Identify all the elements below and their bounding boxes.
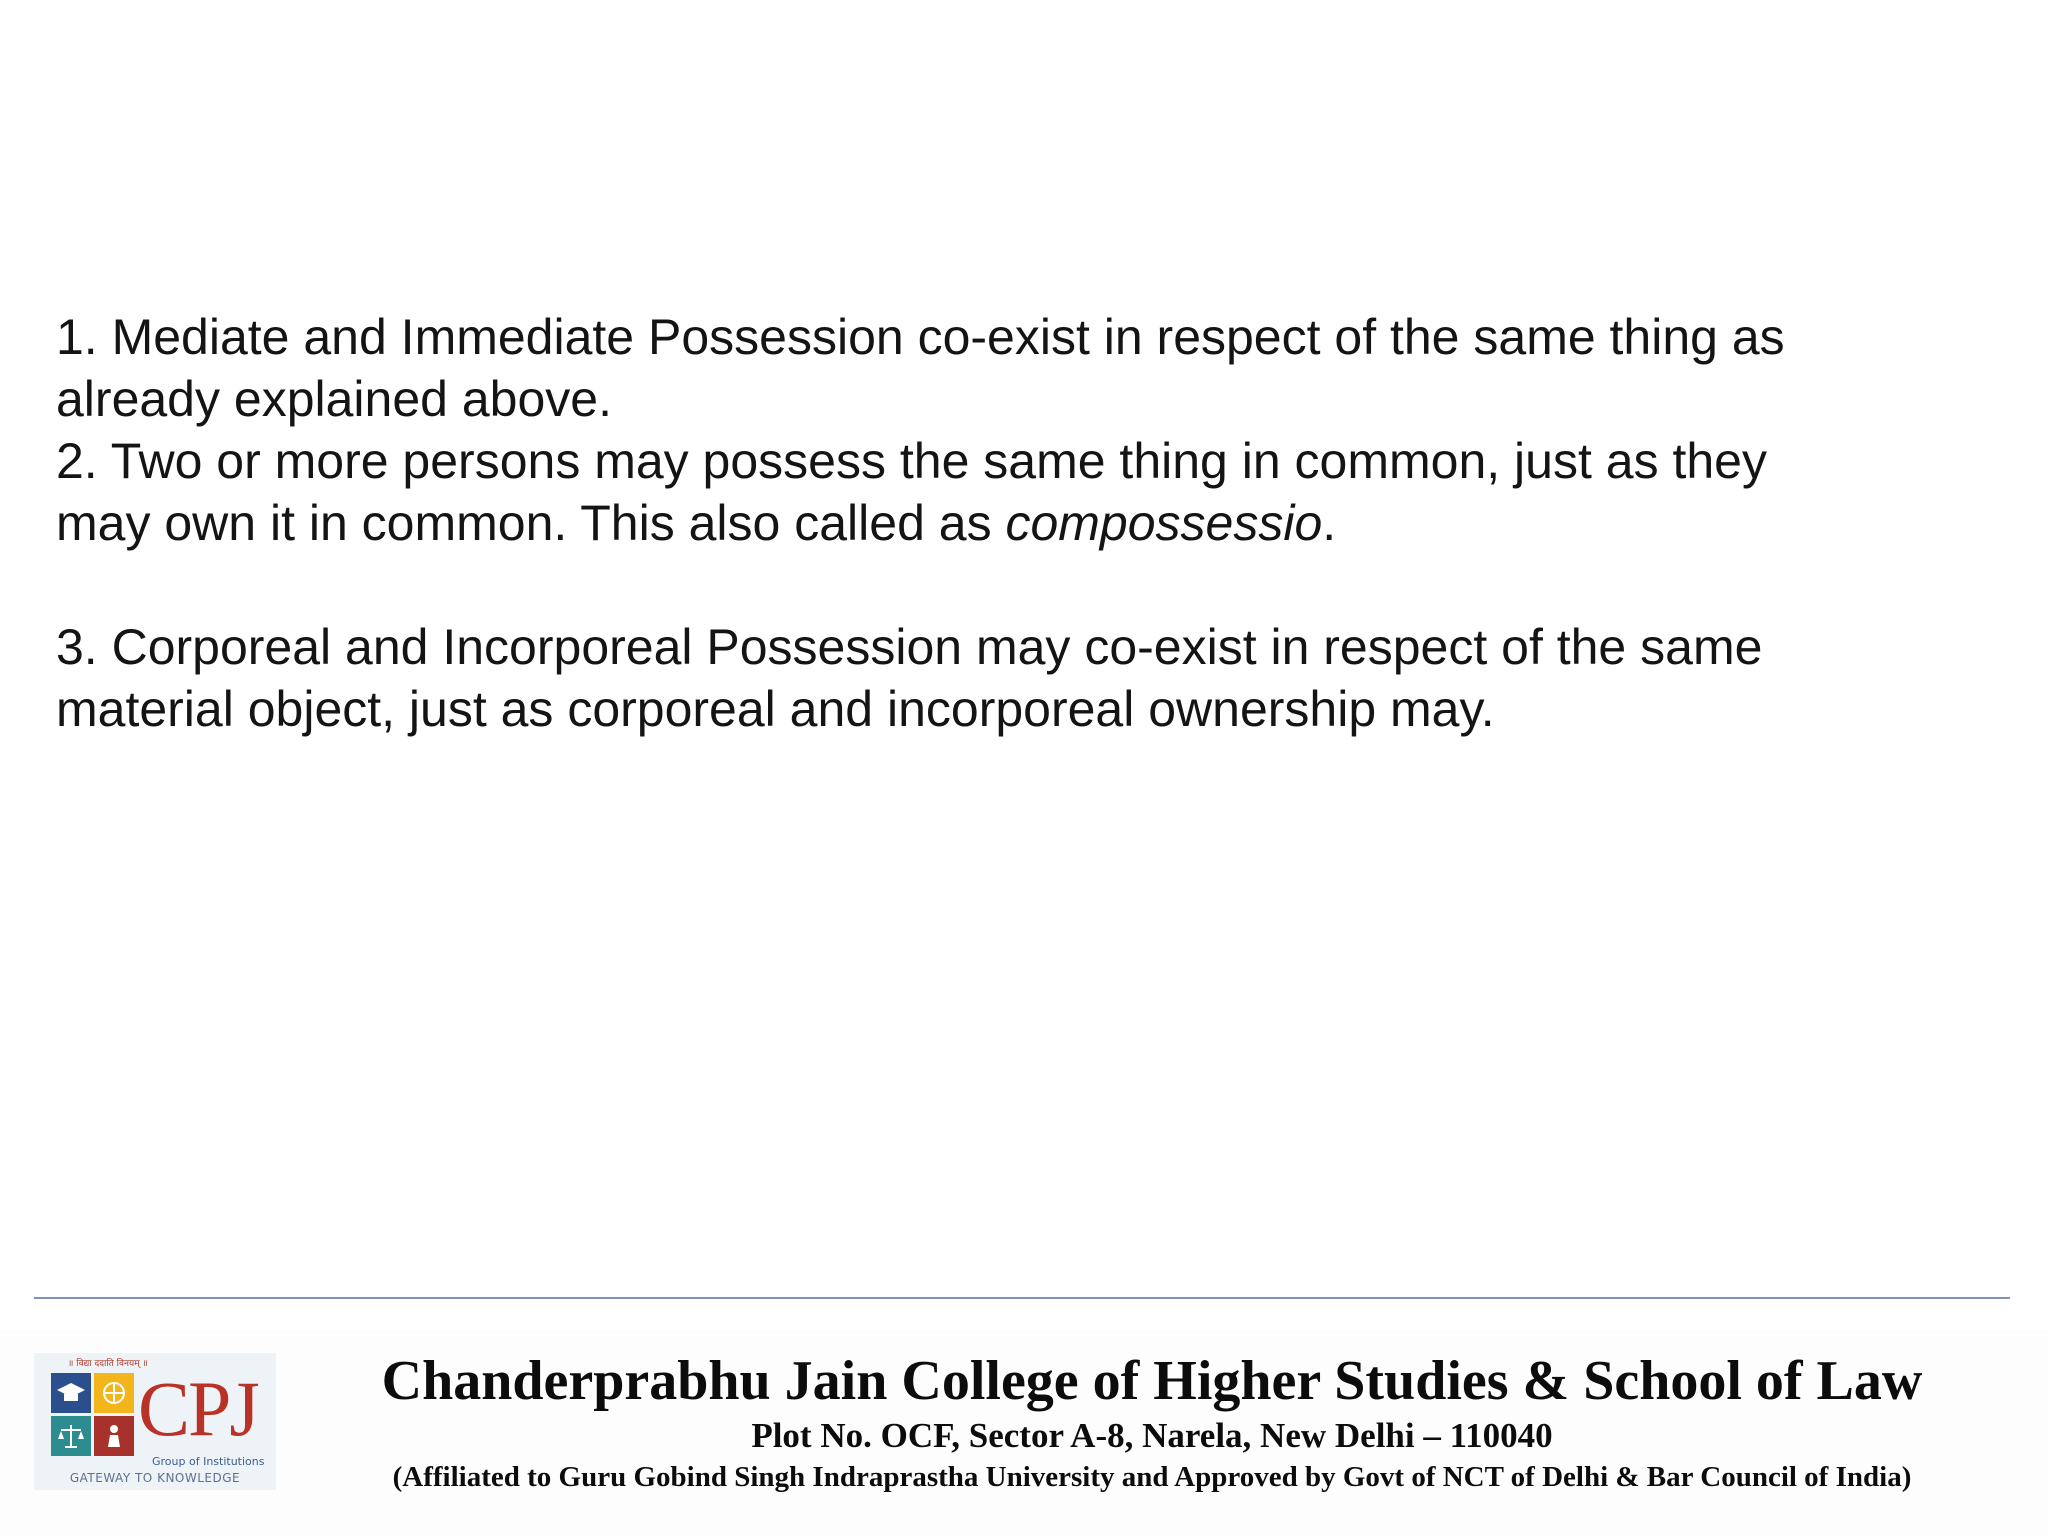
slide-content [56,306,1956,740]
point-2-line-1: 2. Two or more persons may possess the same thing in common, just as they [56,433,1767,489]
footer-divider [34,1297,2010,1299]
college-affiliation: (Affiliated to Guru Gobind Singh Indraprastha University and Approved by Govt of NCT of Delhi & Bar Council of India) [392,1461,1912,1493]
point-2-line-2 [56,492,1956,554]
point-1-line-1: 1. Mediate and Immediate Possession co-exist in respect of the same thing as [56,309,1785,365]
person-icon [94,1416,134,1456]
graduation-cap-icon [51,1373,91,1413]
point-2-period: . [1322,495,1337,551]
point-3-line-2: material object, just as corporeal and incorporeal ownership may. [56,681,1495,737]
college-address: Plot No. OCF, Sector A-8, Narela, New Delhi – 110040 [751,1416,1553,1455]
globe-icon [94,1373,134,1413]
point-2-text: may own it in common. This also called as [56,495,1006,551]
college-name: Chanderprabhu Jain College of Higher Studies & School of Law [381,1350,1923,1412]
point-3-line-1: 3. Corporeal and Incorporeal Possession may co-exist in respect of the same [56,619,1763,675]
scales-of-justice-icon [51,1416,91,1456]
logo-motto: GATEWAY TO KNOWLEDGE [69,1471,241,1485]
college-info [282,1348,2022,1496]
logo-subtitle: Group of Institutions [152,1455,265,1468]
point-2-term: compossessio [1005,495,1323,551]
point-1-line-2: already explained above. [56,371,612,427]
logo-initials: CPJ [138,1365,258,1452]
logo-tagline: ॥ विद्या ददाति विनयम् ॥ [68,1359,148,1369]
college-logo [34,1353,276,1490]
